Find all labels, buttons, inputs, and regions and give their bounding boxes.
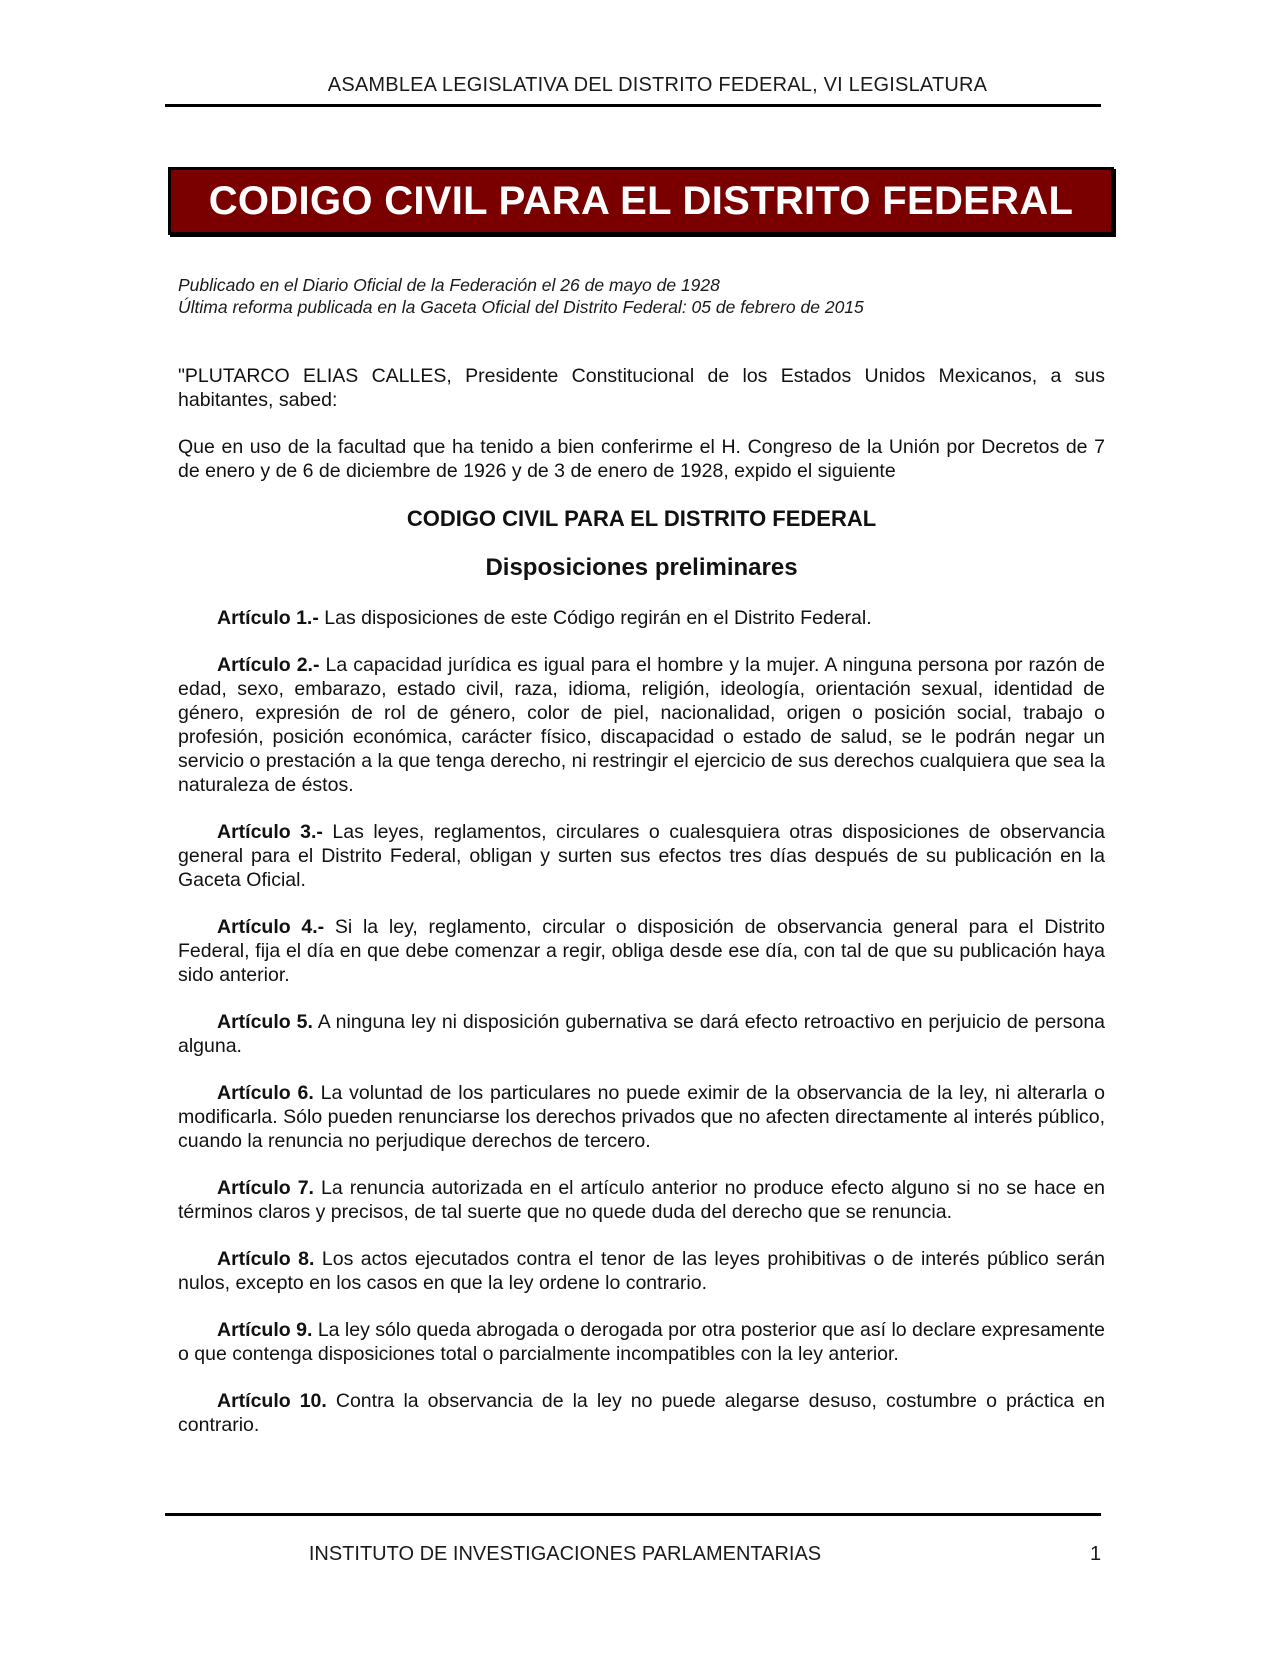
article-2: [178, 653, 1105, 797]
footer-rule: [165, 1513, 1101, 1516]
article-text: Contra la observancia de la ley no puede alegarse desuso, costumbre o práctica en contrario.: [178, 1390, 1105, 1436]
preamble-paragraph: Que en uso de la facultad que ha tenido a bien conferirme el H. Congreso de la Unión por Decretos de 7 de enero y de 6 de diciembre de 1926 y de 3 de enero de 1928, expido el siguiente: [178, 436, 1105, 482]
header-rule: [165, 104, 1101, 107]
page-footer: INSTITUTO DE INVESTIGACIONES PARLAMENTARIAS: [308, 1543, 822, 1565]
last-reform-line: Última reforma publicada en la Gaceta Oficial del Distrito Federal: 05 de febrero de 2015: [178, 297, 864, 317]
publication-date-line: Publicado en el Diario Oficial de la Federación el 26 de mayo de 1928: [178, 275, 720, 295]
document-body: [178, 364, 1105, 1460]
article-label: Artículo 2.-: [217, 654, 320, 676]
article-1: [178, 606, 1105, 630]
article-text: A ninguna ley ni disposición gubernativa se dará efecto retroactivo en perjuicio de persona alguna.: [178, 1011, 1106, 1057]
article-text: La ley sólo queda abrogada o derogada por otra posterior que así lo declare expresamente o que contenga disposiciones total o parcialmente incompatibles con la ley anterior.: [178, 1319, 1106, 1365]
article-text: Los actos ejecutados contra el tenor de las leyes prohibitivas o de interés público serán nulos, excepto en los casos en que la ley ordene lo contrario.: [178, 1248, 1105, 1294]
code-heading: CODIGO CIVIL PARA EL DISTRITO FEDERAL: [406, 506, 877, 531]
article-label: Artículo 3.-: [217, 821, 323, 843]
article-9: [178, 1318, 1105, 1366]
article-label: Artículo 1.-: [217, 607, 319, 629]
article-text: La renuncia autorizada en el artículo anterior no produce efecto alguno si no se hace en términos claros y precisos, de tal suerte que no quede duda del derecho que se renuncia.: [178, 1177, 1105, 1223]
article-4: [178, 915, 1105, 987]
article-text: Las leyes, reglamentos, circulares o cualesquiera otras disposiciones de observancia general para el Distrito Federal, obligan y surten sus efectos tres días después de su publicación en la Gaceta Oficial.: [178, 821, 1106, 891]
article-text: Las disposiciones de este Código regirán en el Distrito Federal.: [324, 607, 872, 629]
publication-info: [178, 274, 864, 318]
article-label: Artículo 7.: [217, 1177, 314, 1199]
article-label: Artículo 4.-: [217, 916, 325, 938]
article-label: Artículo 6.: [217, 1082, 314, 1104]
article-6: [178, 1081, 1105, 1153]
preamble-paragraph: "PLUTARCO ELIAS CALLES, Presidente Constitucional de los Estados Unidos Mexicanos, a sus habitantes, sabed:: [178, 365, 1105, 411]
article-label: Artículo 8.: [217, 1248, 315, 1270]
article-5: [178, 1010, 1105, 1058]
article-label: Artículo 9.: [217, 1319, 313, 1341]
section-heading: Disposiciones preliminares: [485, 554, 798, 581]
document-title: CODIGO CIVIL PARA EL DISTRITO FEDERAL: [208, 178, 1074, 223]
article-label: Artículo 10.: [217, 1390, 327, 1412]
article-3: [178, 820, 1105, 892]
article-8: [178, 1247, 1105, 1295]
article-7: [178, 1176, 1105, 1224]
article-label: Artículo 5.: [217, 1011, 313, 1033]
article-text: Si la ley, reglamento, circular o disposición de observancia general para el Distrito Federal, fija el día en que debe comenzar a regir, obliga desde ese día, con tal de que su publicación haya sido anterior.: [178, 916, 1106, 986]
article-10: [178, 1389, 1105, 1437]
article-text: La capacidad jurídica es igual para el hombre y la mujer. A ninguna persona por razón de edad, sexo, embarazo, estado civil, raza, idioma, religión, ideología, orientación sexual, identidad de género, expresión de rol de género, color de piel, nacionalidad, origen o posición social, trabajo o profesión, posición económica, carácter físico, discapacidad o estado de salud, se le podrán negar un servicio o prestación a la que tenga derecho, ni restringir el ejercicio de sus derechos cualquiera que sea la naturaleza de éstos.: [178, 654, 1106, 796]
title-banner: [168, 167, 1114, 235]
page-number: 1: [1090, 1543, 1102, 1565]
article-text: La voluntad de los particulares no puede eximir de la observancia de la ley, ni alterarla o modificarla. Sólo pueden renunciarse los derechos privados que no afecten directamente al interés público, cuando la renuncia no perjudique derechos de tercero.: [178, 1082, 1106, 1152]
page-header: ASAMBLEA LEGISLATIVA DEL DISTRITO FEDERAL, VI LEGISLATURA: [327, 74, 988, 96]
